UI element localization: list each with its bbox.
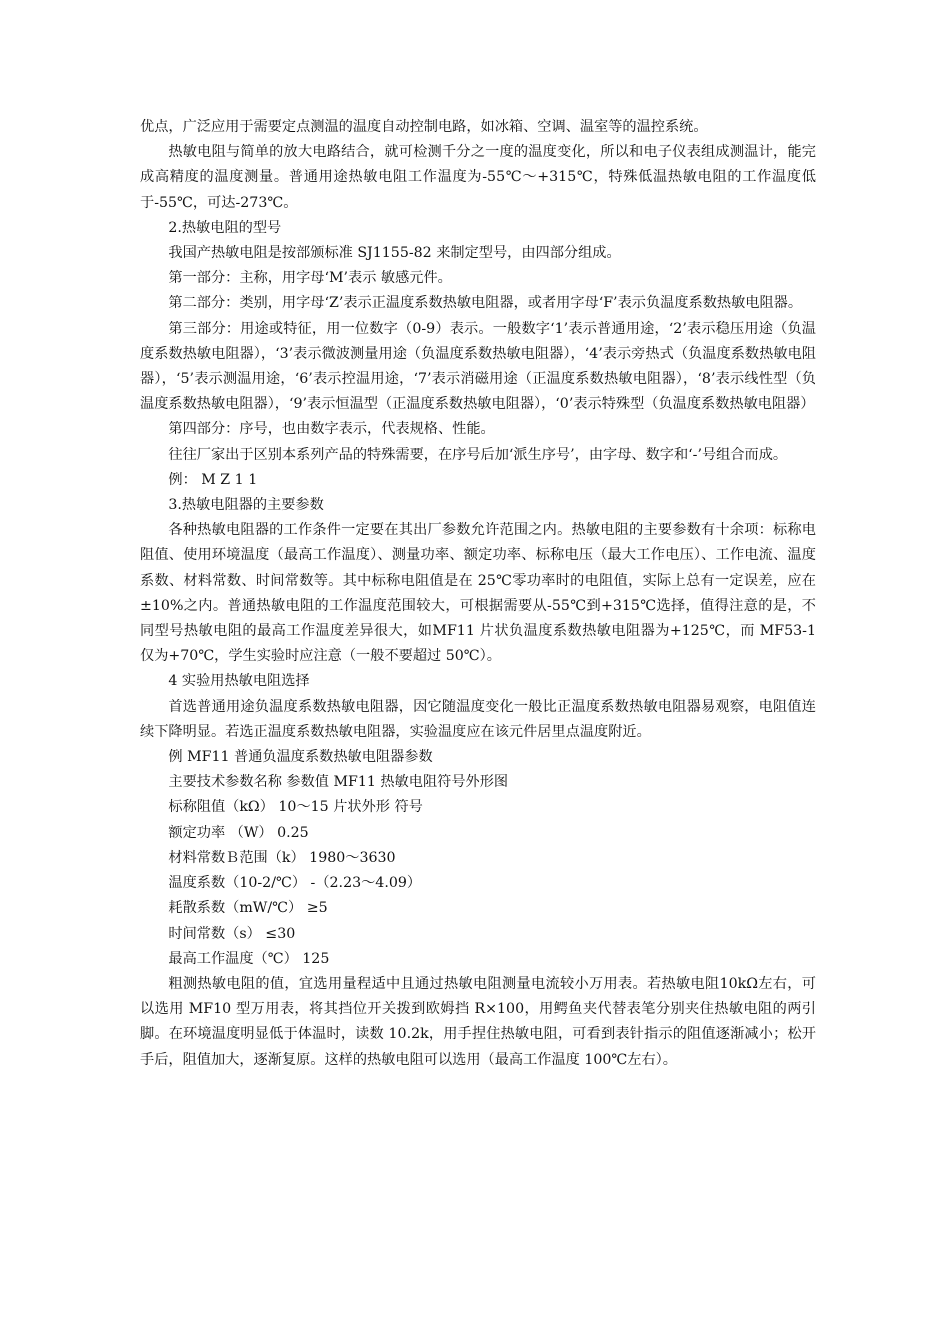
param-rated-power: 额定功率 （W） 0.25	[168, 824, 309, 841]
paragraph-main-parameters: 各种热敏电阻器的工作条件一定要在其出厂参数允许范围之内。热敏电阻的主要参数有十余项：标称电阻值、使用环境温度（最高工作温度）、测量功率、额定功率、标称电压（最大工作电压）、工作电流、温度系数、材料常数、时间常数等。其中标称电阻值是在 25℃零功率时的电阻值，实际上总有一定误差，应在±10%之内。普通热敏电阻的工作温度范围较大，可根据需要从-55℃到+315℃选择，值得注意的是，不同型号热敏电阻的最高工作温度差异很大，如MF11 片状负温度系数热敏电阻器为+125℃，而 MF53-1 仅为+70℃，学生实验时应注意（一般不要超过 50℃）。	[140, 522, 816, 665]
paragraph-model-standard: 我国产热敏电阻是按部颁标准 SJ1155-82 来制定型号，由四部分组成。	[168, 245, 621, 262]
param-material-constant: 材料常数Ｂ范围（k） 1980～3630	[168, 849, 396, 866]
paragraph-mf11-example: 例 MF11 普通负温度系数热敏电阻器参数	[168, 749, 433, 766]
section-heading-parameters: 3.热敏电阻器的主要参数	[168, 497, 324, 514]
paragraph-part-four: 第四部分：序号，也由数字表示，代表规格、性能。	[168, 421, 495, 438]
paragraph-selection-advice: 首选普通用途负温度系数热敏电阻器，因它随温度变化一般比正温度系数热敏电阻器易观察，电阻值连续下降明显。若选正温度系数热敏电阻器，实验温度应在该元件居里点温度附近。	[140, 698, 816, 740]
param-max-temperature: 最高工作温度（℃） 125	[168, 950, 330, 967]
param-temperature-coefficient: 温度系数（10-2/℃） -（2.23～4.09）	[168, 875, 422, 892]
paragraph-derived-serial: 往往厂家出于区别本系列产品的特殊需要，在序号后加‘派生序号’，由字母、数字和‘-’号组合而成。	[168, 446, 788, 463]
paragraph-part-one: 第一部分：主称，用字母‘M’表示 敏感元件。	[168, 270, 452, 287]
param-dissipation-coefficient: 耗散系数（mW/℃） ≥5	[168, 900, 328, 917]
paragraph-part-two: 第二部分：类别，用字母‘Z’表示正温度系数热敏电阻器，或者用字母‘F’表示负温度系数热敏电阻器。	[168, 295, 803, 312]
section-heading-model: 2.热敏电阻的型号	[168, 219, 282, 236]
paragraph-example-model: 例： M Z 1 1	[168, 471, 258, 488]
param-time-constant: 时间常数（s） ≤30	[168, 925, 296, 942]
paragraph-thermistor-amplifier: 热敏电阻与简单的放大电路结合，就可检测千分之一度的温度变化，所以和电子仪表组成测温计，能完成高精度的温度测量。普通用途热敏电阻工作温度为-55℃～+315℃，特殊低温热敏电阻的工作温度低于-55℃，可达-273℃。	[140, 144, 816, 211]
paragraph-rough-measurement: 粗测热敏电阻的值，宜选用量程适中且通过热敏电阻测量电流较小万用表。若热敏电阻10kΩ左右，可以选用 MF10 型万用表，将其挡位开关拨到欧姆挡 R×100，用鳄鱼夹代替表笔分别夹住热敏电阻的两引脚。在环境温度明显低于体温时，读数 10.2k，用手捏住热敏电阻，可看到表针指示的阻值逐渐减小；松开手后，阻值加大，逐渐复原。这样的热敏电阻可以选用（最高工作温度 100℃左右）。	[140, 975, 816, 1068]
paragraph-part-three: 第三部分：用途或特征，用一位数字（0-9）表示。一般数字‘1’表示普通用途，‘2’表示稳压用途（负温度系数热敏电阻器），‘3’表示微波测量用途（负温度系数热敏电阻器），‘4’表示旁热式（负温度系数热敏电阻器），‘5’表示测温用途，‘6’表示控温用途，‘7’表示消磁用途（正温度系数热敏电阻器），‘8’表示线性型（负温度系数热敏电阻器），‘9’表示恒温型（正温度系数热敏电阻器），‘0’表示特殊型（负温度系数热敏电阻器）	[140, 320, 816, 413]
param-nominal-resistance: 标称阻值（kΩ） 10～15 片状外形 符号	[168, 799, 423, 816]
param-table-header: 主要技术参数名称 参数值 MF11 热敏电阻符号外形图	[168, 774, 509, 791]
document-body	[140, 115, 816, 1073]
section-heading-selection: 4 实验用热敏电阻选择	[168, 673, 310, 690]
paragraph-intro-continued: 优点，广泛应用于需要定点测温的温度自动控制电路，如冰箱、空调、温室等的温控系统。	[140, 119, 708, 135]
